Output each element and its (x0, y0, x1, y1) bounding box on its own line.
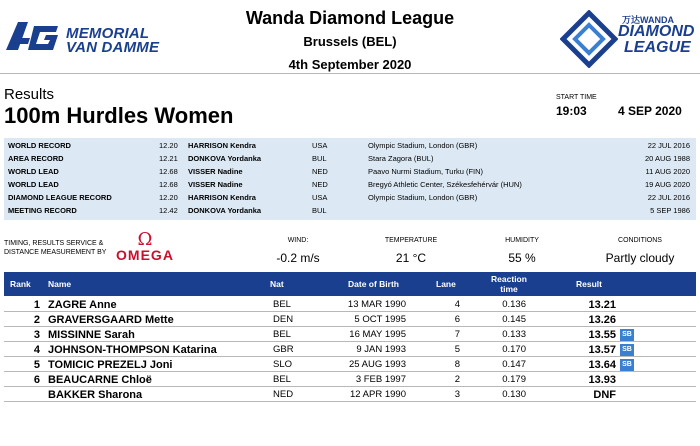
row-result: 13.93 (588, 374, 616, 386)
meeting-logo-text: MEMORIAL VAN DAMME (66, 25, 160, 56)
row-nat: NED (273, 389, 294, 400)
ag-logo-icon (4, 20, 64, 52)
row-nat: DEN (273, 314, 294, 325)
start-time: 19:03 (556, 104, 587, 118)
header-nat: Nat (270, 279, 284, 289)
results-table-header (4, 272, 696, 296)
record-venue: Stara Zagora (BUL) (368, 154, 434, 163)
row-athlete: MISSINNE Sarah (48, 329, 135, 341)
record-venue: Olympic Stadium, London (GBR) (368, 193, 478, 202)
omega-logo (108, 229, 182, 263)
conditions-value: Partly cloudy (605, 251, 675, 265)
row-rank: 2 (33, 314, 40, 326)
record-nat: NED (312, 167, 328, 176)
row-dob: 12 APR 1990 (350, 389, 406, 400)
row-athlete: TOMICIC PREZELJ Joni (48, 359, 173, 371)
row-dob: 5 OCT 1995 (354, 314, 406, 325)
row-reaction: 0.130 (502, 389, 526, 400)
row-athlete: ZAGRE Anne (48, 299, 117, 311)
row-athlete: BEAUCARNE Chloë (48, 374, 152, 386)
conditions-label: CONDITIONS (618, 237, 662, 244)
record-type: DIAMOND LEAGUE RECORD (8, 193, 112, 202)
record-mark: 12.68 (159, 180, 178, 189)
row-lane: 4 (454, 299, 460, 310)
row-dob: 9 JAN 1993 (356, 344, 406, 355)
header-name: Name (48, 279, 72, 289)
wind-label: WIND: (287, 237, 309, 244)
row-nat: BEL (273, 374, 291, 385)
meeting-location: Brussels (BEL) (303, 34, 397, 49)
humidity-info (492, 236, 552, 266)
diamond-icon (560, 10, 618, 68)
record-type: WORLD LEAD (8, 167, 59, 176)
row-result: 13.57 (588, 344, 616, 356)
timing-credit: TIMING, RESULTS SERVICE & DISTANCE MEASUREMENT BY (4, 240, 107, 256)
diamond-league-logo (560, 10, 700, 72)
results-label: Results (4, 86, 55, 103)
row-dob: 25 AUG 1993 (348, 359, 406, 370)
wind-info (268, 236, 328, 266)
season-best-badge: SB (620, 344, 634, 356)
row-lane: 3 (454, 389, 460, 400)
humidity-value: 55 % (508, 251, 536, 265)
season-best-badge: SB (620, 359, 634, 371)
row-rank: 5 (33, 359, 40, 371)
row-lane: 7 (454, 329, 460, 340)
row-result: DNF (593, 389, 616, 401)
row-reaction: 0.147 (502, 359, 526, 370)
season-best-badge: SB (620, 329, 634, 341)
row-reaction: 0.133 (502, 329, 526, 340)
humidity-label: HUMIDITY (505, 237, 539, 244)
record-row (4, 191, 696, 204)
wanda-sponsor-text: 万达WANDA (622, 15, 674, 25)
table-row (4, 328, 696, 342)
memorial-van-damme-logo (4, 20, 184, 60)
record-mark: 12.20 (159, 193, 178, 202)
row-rank: 1 (33, 299, 40, 311)
row-lane: 2 (454, 374, 460, 385)
row-athlete: BAKKER Sharona (48, 389, 143, 401)
record-nat: NED (312, 180, 328, 189)
meeting-title: Wanda Diamond League (245, 8, 455, 28)
record-holder: HARRISON Kendra (188, 193, 256, 202)
row-athlete: GRAVERSGAARD Mette (48, 314, 174, 326)
event-title: 100m Hurdles Women (4, 103, 234, 128)
row-reaction: 0.179 (502, 374, 526, 385)
record-holder: VISSER Nadine (188, 180, 243, 189)
record-holder: VISSER Nadine (188, 167, 243, 176)
record-type: WORLD RECORD (8, 141, 71, 150)
record-row (4, 152, 696, 165)
record-nat: BUL (312, 206, 327, 215)
record-date: 22 JUL 2016 (647, 141, 690, 150)
meeting-date: 4th September 2020 (288, 57, 412, 72)
table-row (4, 298, 696, 312)
row-dob: 3 FEB 1997 (355, 374, 406, 385)
table-row (4, 358, 696, 372)
row-athlete: JOHNSON-THOMPSON Katarina (48, 344, 217, 356)
record-row (4, 165, 696, 178)
row-lane: 8 (454, 359, 460, 370)
header-divider (0, 73, 700, 74)
record-date: 11 AUG 2020 (645, 167, 690, 176)
header-lane: Lane (436, 279, 456, 289)
row-lane: 5 (454, 344, 460, 355)
row-reaction: 0.170 (502, 344, 526, 355)
row-nat: BEL (273, 299, 291, 310)
record-nat: USA (312, 141, 328, 150)
record-mark: 12.68 (159, 167, 178, 176)
record-nat: USA (312, 193, 328, 202)
records-table (4, 138, 696, 220)
record-mark: 12.21 (159, 154, 178, 163)
record-venue: Bregyó Athletic Center, Székesfehérvár (HUN) (368, 180, 522, 189)
record-date: 19 AUG 2020 (644, 180, 690, 189)
meeting-header (200, 6, 500, 74)
record-date: 22 JUL 2016 (647, 193, 690, 202)
event-date: 4 SEP 2020 (618, 104, 682, 118)
wind-value: -0.2 m/s (276, 251, 320, 265)
header-dob: Date of Birth (348, 279, 399, 289)
record-date: 5 SEP 1986 (650, 206, 690, 215)
league-text: LEAGUE (624, 39, 691, 56)
record-type: WORLD LEAD (8, 180, 59, 189)
temperature-label: TEMPERATURE (384, 237, 438, 244)
table-row (4, 388, 696, 402)
record-type: MEETING RECORD (8, 206, 77, 215)
record-holder: HARRISON Kendra (188, 141, 256, 150)
record-type: AREA RECORD (8, 154, 64, 163)
omega-wordmark: OMEGA (116, 247, 174, 263)
row-result: 13.55 (588, 329, 616, 341)
table-row (4, 313, 696, 327)
record-venue: Olympic Stadium, London (GBR) (368, 141, 478, 150)
start-time-label: START TIME (556, 94, 597, 101)
omega-icon: Ω (137, 229, 153, 250)
header-rank: Rank (10, 279, 31, 289)
temperature-value: 21 °C (395, 251, 427, 265)
row-rank: 3 (33, 329, 40, 341)
record-venue: Paavo Nurmi Stadium, Turku (FIN) (368, 167, 484, 176)
record-holder: DONKOVA Yordanka (188, 154, 262, 163)
row-rank: 4 (33, 344, 40, 356)
row-reaction: 0.145 (502, 314, 526, 325)
row-result: 13.21 (588, 299, 616, 311)
row-reaction: 0.136 (502, 299, 526, 310)
weather-info (595, 236, 685, 266)
row-result: 13.64 (588, 359, 616, 371)
record-row (4, 139, 696, 152)
record-date: 20 AUG 1988 (644, 154, 690, 163)
temperature-info (374, 236, 448, 266)
header-result: Result (576, 279, 602, 289)
row-nat: BEL (273, 329, 291, 340)
record-row (4, 178, 696, 191)
record-mark: 12.20 (159, 141, 178, 150)
record-holder: DONKOVA Yordanka (188, 206, 262, 215)
row-result: 13.26 (588, 314, 616, 326)
record-mark: 12.42 (159, 206, 178, 215)
row-lane: 6 (454, 314, 460, 325)
row-dob: 16 MAY 1995 (349, 329, 406, 340)
table-row (4, 373, 696, 387)
row-nat: SLO (273, 359, 293, 370)
table-row (4, 343, 696, 357)
diamond-text: DIAMOND (618, 23, 695, 40)
header-reaction-time: Reaction time (491, 274, 527, 294)
record-row (4, 204, 696, 217)
record-nat: BUL (312, 154, 327, 163)
row-nat: GBR (273, 344, 294, 355)
row-rank: 6 (33, 374, 40, 386)
row-dob: 13 MAR 1990 (347, 299, 406, 310)
